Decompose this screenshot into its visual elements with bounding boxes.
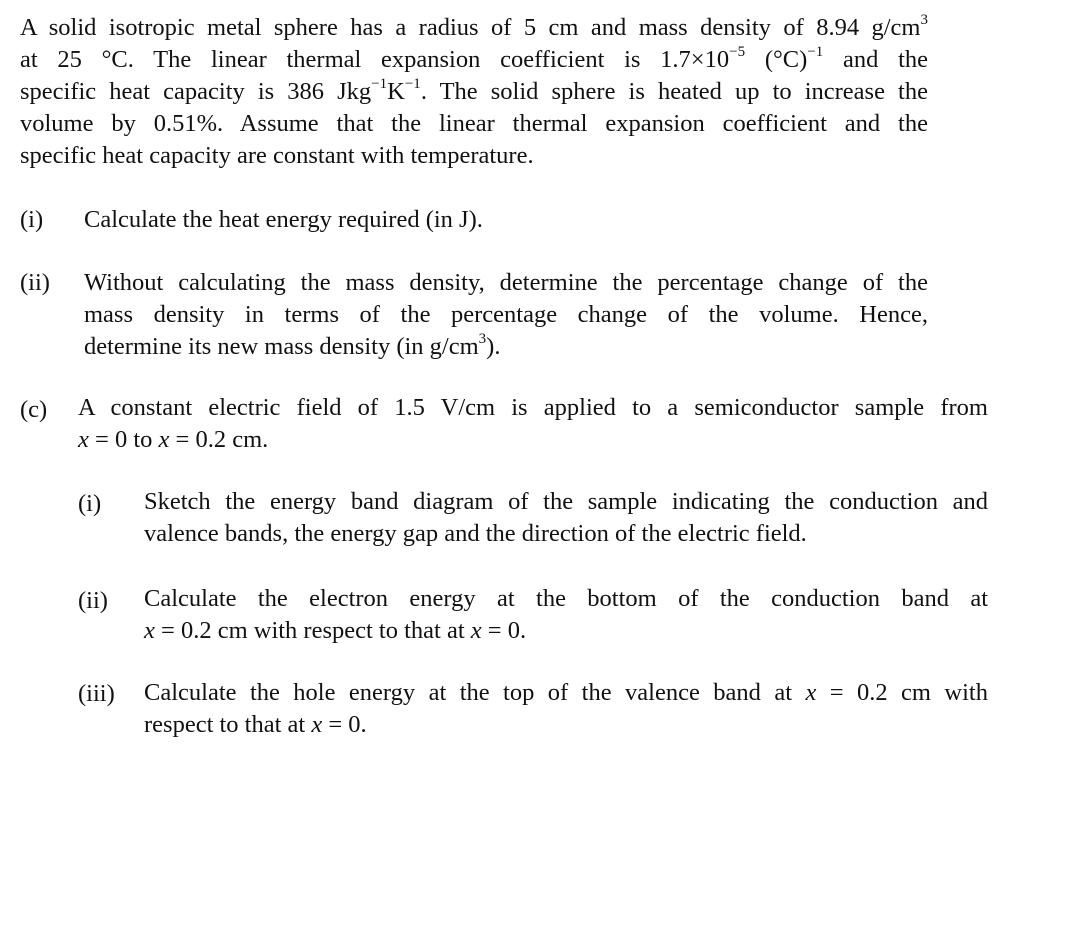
intro-line-4: volume by 0.51%. Assume that the linear thermal expansion coefficient and the <box>20 110 928 137</box>
part-c-line-1: A constant electric field of 1.5 V/cm is applied to a semiconductor sample from <box>78 394 988 421</box>
intro-line-5: specific heat capacity are constant with temperature. <box>20 142 534 169</box>
intro-line-3: specific heat capacity is 386 $Jkg^{-1}K^{-1}$. The solid sphere is heated up to increase the <box>20 75 928 105</box>
subpart-ii-label: (ii) <box>20 269 50 296</box>
intro-paragraph <box>20 12 928 172</box>
part-c-i-text <box>144 486 988 550</box>
subpart-ii-text <box>84 267 928 363</box>
part-c-label: (c) <box>20 396 48 423</box>
subpart-ii-line-3: determine its new mass density (in $g/cm^3$). <box>84 330 501 360</box>
intro-line-1: A solid isotropic metal sphere has a radius of 5 cm and mass density of 8.94 $g/cm^3$ <box>20 11 928 41</box>
subpart-i-line: Calculate the heat energy required (in J). <box>84 206 483 233</box>
subpart-ii-line-2: mass density in terms of the percentage change of the volume. Hence, <box>84 301 928 328</box>
part-c-iii-label: (iii) <box>78 680 115 707</box>
part-c-iii-line-2: respect to that at x = 0. <box>144 711 367 738</box>
part-c-ii-label: (ii) <box>78 587 108 614</box>
part-c-i-line-1: Sketch the energy band diagram of the sample indicating the conduction and <box>144 488 988 515</box>
part-c-iii-line-1: Calculate the hole energy at the top of the valence band at x = 0.2 cm with <box>144 679 988 706</box>
part-c-text <box>78 392 988 456</box>
subpart-i-label: (i) <box>20 206 44 233</box>
part-c-iii-text <box>144 677 988 741</box>
part-c-i-line-2: valence bands, the energy gap and the direction of the electric field. <box>144 520 807 547</box>
part-c-ii-line-2: x = 0.2 cm with respect to that at x = 0. <box>144 617 527 644</box>
subpart-ii-line-1: Without calculating the mass density, determine the percentage change of the <box>84 269 928 296</box>
intro-line-2: at 25 °C. The linear thermal expansion coefficient is $1.7\times 10^{-5}$ $(^\circ C)^{-1}$ and the <box>20 43 929 73</box>
part-c-ii-line-1: Calculate the electron energy at the bottom of the conduction band at <box>144 585 988 612</box>
part-c-line-2: x = 0 to x = 0.2 cm. <box>78 426 269 453</box>
part-c-ii-text <box>144 583 988 647</box>
part-c-i-label: (i) <box>78 490 102 517</box>
subpart-i-text <box>84 204 928 236</box>
